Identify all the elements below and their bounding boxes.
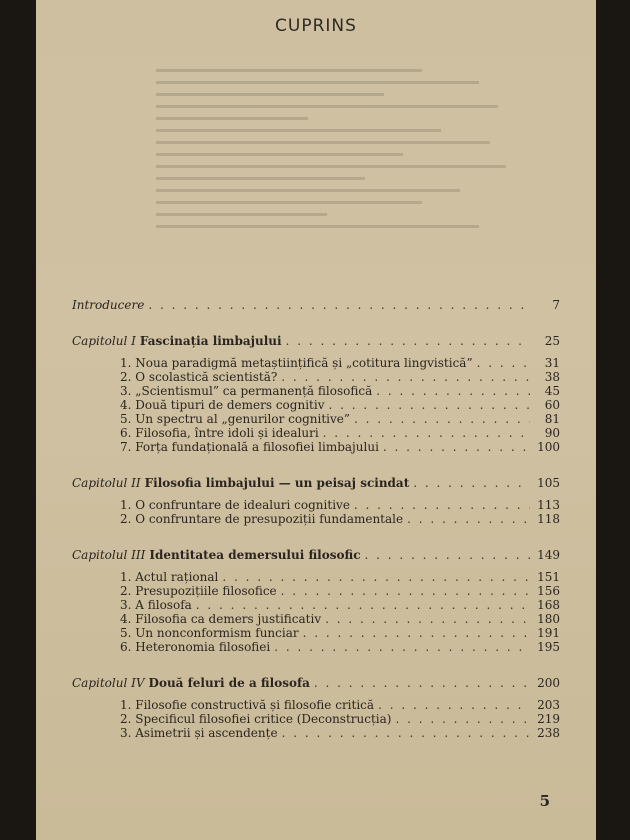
section-label: 6. Filosofia, între idoli și idealuri (120, 426, 319, 440)
dot-leader (281, 370, 530, 384)
dot-leader (413, 476, 530, 490)
section-page: 156 (537, 584, 560, 598)
dot-leader (148, 298, 530, 312)
toc-section (72, 412, 560, 426)
toc-section (72, 512, 560, 526)
dot-leader (222, 570, 530, 584)
dot-leader (407, 512, 530, 526)
chapter-number: Capitolul I (72, 334, 136, 348)
section-page: 31 (544, 356, 560, 370)
toc-section (72, 612, 560, 626)
dot-leader (303, 626, 530, 640)
toc-section (72, 640, 560, 654)
chapter-group (72, 334, 560, 454)
section-label: 4. Filosofia ca demers justificativ (120, 612, 322, 626)
section-page: 203 (537, 698, 560, 712)
dot-leader (325, 612, 530, 626)
dot-leader (354, 412, 530, 426)
section-page: 100 (537, 440, 560, 454)
section-page: 168 (537, 598, 560, 612)
bleed-through-text (156, 60, 536, 270)
toc-section (72, 356, 560, 370)
chapter-page: 25 (544, 334, 560, 348)
chapter-number: Capitolul II (72, 476, 141, 490)
chapter-page: 200 (537, 676, 560, 690)
table-of-contents (72, 298, 560, 762)
section-label: 3. Asimetrii și ascendențe (120, 726, 278, 740)
dot-leader (314, 676, 530, 690)
toc-section (72, 584, 560, 598)
chapter-title: Identitatea demersului filosofic (149, 548, 361, 562)
chapter-title: Filosofia limbajului — un peisaj scindat (144, 476, 410, 490)
section-page: 45 (544, 384, 560, 398)
section-page: 118 (537, 512, 560, 526)
book-page (36, 0, 596, 840)
dot-leader (274, 640, 530, 654)
chapter-number: Capitolul IV (72, 676, 145, 690)
chapter-heading (72, 334, 560, 348)
dot-leader (376, 384, 530, 398)
section-label: 2. Presupozițiile filosofice (120, 584, 277, 598)
page-title: CUPRINS (275, 16, 357, 36)
dot-leader (323, 426, 530, 440)
chapter-number: Capitolul III (72, 548, 146, 562)
chapter-page: 149 (537, 548, 560, 562)
section-page: 38 (544, 370, 560, 384)
section-label: 5. Un nonconformism funciar (120, 626, 299, 640)
toc-section (72, 726, 560, 740)
dot-leader (383, 440, 530, 454)
section-page: 180 (537, 612, 560, 626)
section-page: 60 (544, 398, 560, 412)
toc-entry-introduction (72, 298, 560, 312)
section-label: 2. O scolastică scientistă? (120, 370, 278, 384)
toc-section (72, 384, 560, 398)
dot-leader (282, 726, 530, 740)
page-number: 5 (539, 792, 550, 810)
dot-leader (354, 498, 530, 512)
toc-section (72, 440, 560, 454)
section-page: 238 (537, 726, 560, 740)
section-page: 90 (544, 426, 560, 440)
toc-section (72, 598, 560, 612)
dot-leader (378, 698, 530, 712)
section-label: 1. Noua paradigmă metaștiințifică și „cotitura lingvistică” (120, 356, 473, 370)
chapter-group (72, 548, 560, 654)
section-label: 3. „Scientismul” ca permanență filosofică (120, 384, 373, 398)
toc-section (72, 698, 560, 712)
section-label: 2. Specificul filosofiei critice (Deconstrucția) (120, 712, 392, 726)
toc-section (72, 498, 560, 512)
section-label: 5. Un spectru al „genurilor cognitive” (120, 412, 351, 426)
section-label: 3. A filosofa (120, 598, 192, 612)
toc-section (72, 370, 560, 384)
toc-section (72, 712, 560, 726)
dot-leader (395, 712, 530, 726)
dot-leader (328, 398, 530, 412)
chapter-heading (72, 476, 560, 490)
section-label: 6. Heteronomia filosofiei (120, 640, 271, 654)
chapter-title: Două feluri de a filosofa (148, 676, 310, 690)
section-page: 113 (537, 498, 560, 512)
toc-section (72, 426, 560, 440)
section-page: 81 (544, 412, 560, 426)
chapter-group (72, 476, 560, 526)
section-label: 1. O confruntare de idealuri cognitive (120, 498, 350, 512)
section-label: 1. Actul rațional (120, 570, 219, 584)
section-page: 219 (537, 712, 560, 726)
toc-section (72, 626, 560, 640)
section-label: 2. O confruntare de presupoziții fundamentale (120, 512, 404, 526)
dot-leader (196, 598, 530, 612)
chapter-title: Fascinația limbajului (139, 334, 282, 348)
chapter-heading (72, 676, 560, 690)
toc-section (72, 398, 560, 412)
section-page: 191 (537, 626, 560, 640)
chapter-page: 105 (537, 476, 560, 490)
section-label: 1. Filosofie constructivă și filosofie critică (120, 698, 375, 712)
section-page: 151 (537, 570, 560, 584)
chapter-group (72, 676, 560, 740)
toc-entry-label: Introducere (72, 298, 145, 312)
toc-entry-page: 7 (552, 298, 560, 312)
section-label: 7. Forța fundațională a filosofiei limbajului (120, 440, 379, 454)
section-label: 4. Două tipuri de demers cognitiv (120, 398, 325, 412)
dot-leader (286, 334, 530, 348)
section-page: 195 (537, 640, 560, 654)
dot-leader (365, 548, 530, 562)
chapter-heading (72, 548, 560, 562)
toc-section (72, 570, 560, 584)
dot-leader (281, 584, 530, 598)
dot-leader (477, 356, 530, 370)
